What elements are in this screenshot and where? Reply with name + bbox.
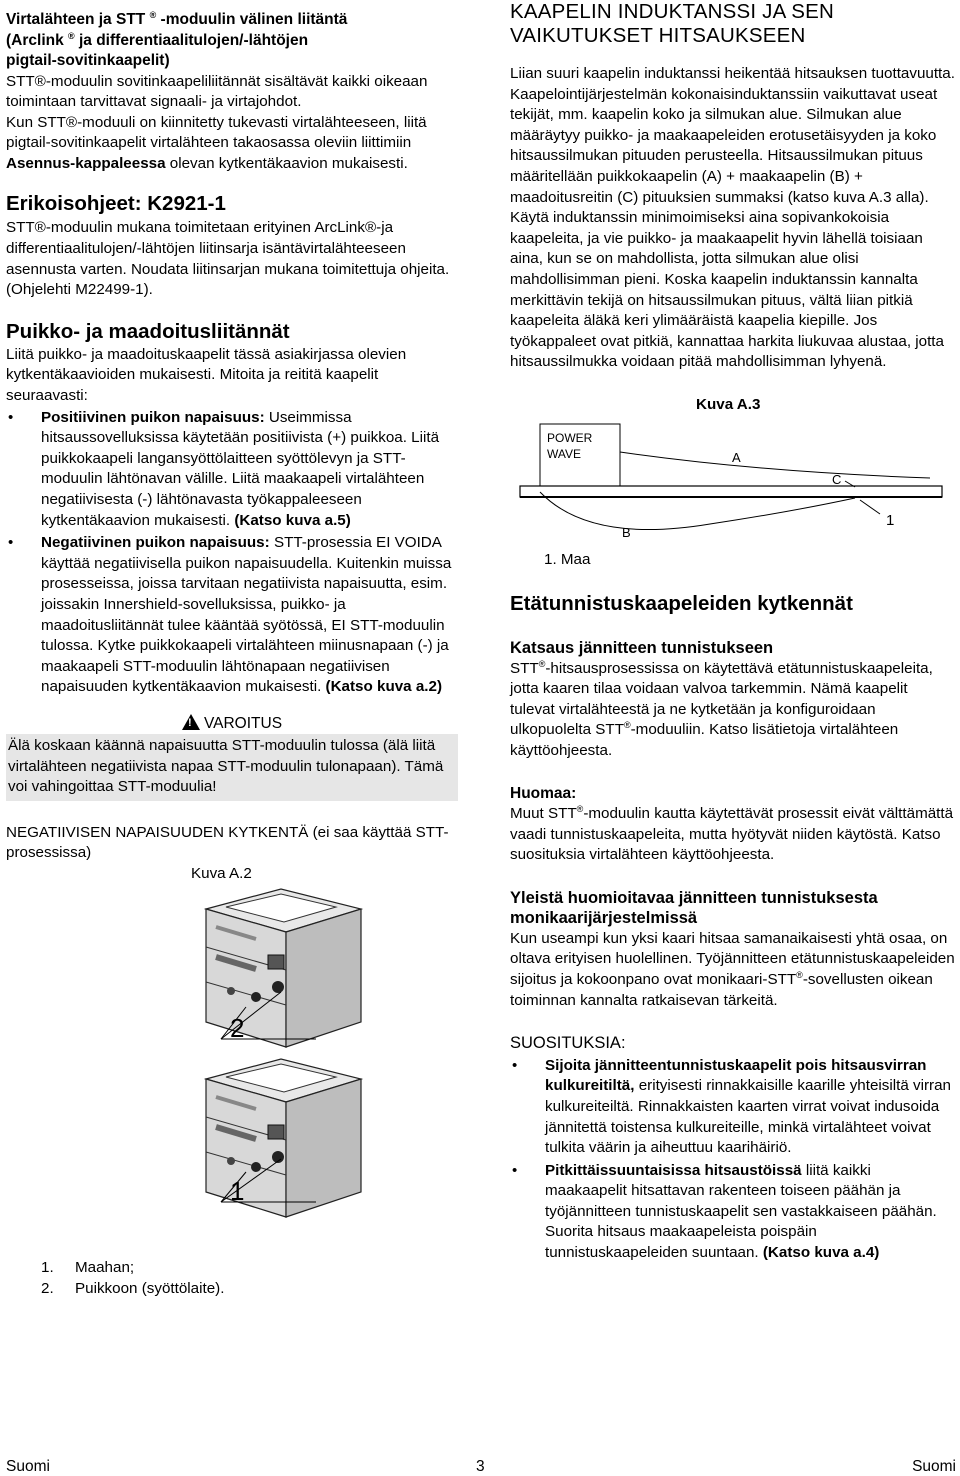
figure-a2-legend [6,1257,458,1299]
multi-arc-heading: Yleistä huomioitavaa jännitteen tunnistuksesta monikaarijärjestelmissä [510,888,878,928]
right-column [510,0,956,1264]
remote-sense-heading: Etätunnistuskaapeleiden kytkennät [510,592,853,616]
voltage-sense-overview-heading: Katsaus jännitteen tunnistukseen [510,639,774,658]
list-item: 2. Puikkoon (syöttölaite). [41,1279,225,1297]
note-heading: Huomaa: [510,784,577,802]
figure-a3-label: Kuva A.3 [696,395,761,413]
recommendations-heading: SUOSITUKSIA: [510,1034,626,1053]
multi-arc-text: Kun useampi kun yksi kaari hitsaa samanaikaisesti yhtä osaa, on oltava erityisen huolellinen. Työjännitteen etätunnistuskaapeleiden sijoitus ja kokoonpano ovat monikaari-STT®-sovellusten oikean toiminnan kannalta ratkaisevan tärkeitä. [510,929,955,1009]
list-item-recommendation-1: • Sijoita jännitteentunnistuskaapelit pois hitsausvirran kulkureitiltä, erityisesti rinnakkaisille kaarille yhteisiltä virran kulkureiteiltä. Rinnakkaisten kaarten virrat voivat indusoida jännitettä toistensa kulkureiteille, minkä virtalähteet voivat tulkita väärin ja aiheuttuu kaarihäiriö. [510,1056,956,1159]
special-instructions-text: STT®-moduulin mukana toimitetaan erityinen ArcLink®-ja differentiaalitulojen/-lähtöjen liitinsarja isäntävirtalähteeseen asennusta varten. Noudata liitinsarjan mukana toimitettuja ohjeita. (Ohjelehti M22499-1). [6,219,450,299]
polarity-list [6,408,458,698]
negative-polarity-heading: NEGATIIVISEN NAPAISUUDEN KYTKENTÄ (ei saa käyttää STT-prosessissa) [6,823,449,862]
warning-box: Älä koskaan käännä napaisuutta STT-moduulin tulossa (älä liitä virtalähteen negatiivista napaa STT-moduulin tulonapaan). Tämä voi vahingoittaa STT-moduulia! [6,734,458,801]
special-instructions-heading: Erikoisohjeet: K2921-1 [6,192,226,216]
svg-text:WAVE: WAVE [547,446,582,461]
list-item-negative-polarity: • Negatiivinen puikon napaisuus: STT-prosessia EI VOIDA käyttää negatiivisella puikon napaisuudella. Kuitenkin muissa prosesseissa, joissa tarvitaan negatiivista napaisuutta, esim. joissakin Innershield-sovelluksissa, puikko- ja maadoitusliitännät tulee kääntää syötössä, EI STT-moduulin tulossa. Kytke puikkokaapeli virtalähteen miinusnapaan (-) ja maakaapeli STT-moduulin lähtönapaan negatiivisen napaisuuden kytkentäkaavion mukaisesti. (Katso kuva a.2) [6,533,458,698]
footer-page-number: 3 [476,1458,485,1475]
pigtail-instructions: Kun STT®-moduuli on kiinnitetty tukevasti virtalähteeseen, liitä pigtail-sovitinkaapelit virtalähteen takaosassa oleviin liittimiin Asennus-kappaleessa olevan kytkentäkaavion mukaisesti. [6,113,427,172]
warning-title: !VAROITUS [6,714,458,734]
warning-triangle-icon [182,714,200,730]
figure-a2-callout-2: 2 [230,1012,245,1043]
svg-text:1: 1 [886,511,895,529]
inductance-heading: KAAPELIN INDUKTANSSI JA SEN VAIKUTUKSET HITSAUKSEEN [510,0,835,47]
svg-text:A: A [732,449,741,465]
pigtail-heading: Virtalähteen ja STT ® -moduulin välinen liitäntä (Arclink ® ja differentiaalitulojen/-lähtöjen pigtail-sovitinkaapelit) [6,9,348,69]
rod-ground-heading: Puikko- ja maadoitusliitännät [6,319,290,343]
footer-language-right: Suomi [912,1458,956,1475]
figure-a3-diagram [510,414,956,554]
left-column [6,0,458,1299]
note-text: Muut STT®-moduulin kautta käytettävät prosessit eivät välttämättä vaadi tunnistuskaapeleita, mutta hyötyvät niiden käytöstä. Katso suosituksia virtalähteen käyttöohjeesta. [510,804,954,864]
svg-text:B: B [622,524,631,540]
inductance-text: Liian suuri kaapelin induktanssi heikentää hitsauksen tuottavuutta. Kaapelointijärjestelmän kokonaisinduktanssiin vaikuttavat useat tekijät, mm. kaapelin koko ja silmukan alue. Silmukan alue määräytyy puikko- ja maakaapeleiden erotusetäisyyden ja koko hitsaussilmukan pituuden perusteella. Hitsaussilmukan pituus määritellään puikkokaapelin (A) + maakaapelin (B) + maadoitusreitin (C) pituuksien summaksi (katso kuva A.3 alla). Käytä induktanssin minimoimiseksi aina sopivankokoisia kaapeleita, ja vie puikko- ja maakaapelit hyvin lähellä toisiaan aina, kun se on mahdollista, jotta silmukan alue olisi mahdollisimman pieni. Koska kaapelin induktanssin kannalta merkittävin tekijä on hitsaussilmukan pituus, vältä liian pitkiä kaapeleita äläkä keri ylimääräistä kaapelia kiepille. Jos työkappaleet ovat pitkiä, kannattaa harkita liukuvaa alustaa, jotta hitsaussilmukka voidaan pitää mahdollisimman lyhyenä. [510,65,955,371]
recommendations-list [510,1056,956,1264]
pigtail-intro: STT®-moduulin sovitinkaapeliliitännät sisältävät kaikki oikeaan toimintaan tarvittavat signaali- ja virtajohdot. [6,72,428,111]
figure-a2-label: Kuva A.2 [191,864,252,882]
figure-a2-callout-1: 1 [230,1175,245,1206]
footer-language-left: Suomi [6,1458,50,1475]
list-item-recommendation-2: • Pitkittäissuuntaisissa hitsaustöissä liitä kaikki maakaapelit hitsattavan rakenteen toiseen päähän ja työjännitteen tunnistuskaapelit sen vastakkaiseen päähän. Suorita hitsaus maakaapeleista poispäin tunnistuskaapeleiden suuntaan. (Katso kuva a.4) [510,1161,956,1264]
list-item-positive-polarity: • Positiivinen puikon napaisuus: Useimmissa hitsaussovelluksissa käytetään positiivista (+) puikkoa. Liitä puikkokaapeli langansyöttölaitteen syöttölevyn ja STT-moduulin lähtönavan välille. Liitä maakaapeli virtalähteen negatiivisesta (-) lähtönavasta työkappaleeseen kytkentäkaavion mukaisesti. (Katso kuva a.5) [6,408,458,532]
rod-ground-text: Liitä puikko- ja maadoituskaapelit tässä asiakirjassa olevien kytkentäkaavioiden mukaisesti. Mitoita ja reititä kaapelit seuraavasti: [6,345,407,405]
figure-a3-caption: 1. Maa [544,550,591,568]
svg-text:C: C [832,471,842,487]
svg-text:POWER: POWER [547,430,593,445]
voltage-sense-overview-text: STT®-hitsausprosessissa on käytettävä etätunnistuskaapeleita, jotta kaaren tilaa voidaan valvoa tarkemmin. Nämä kaapelit tulevat virtalähteestä ja ne kytketään ja konfiguroidaan ulkopuolelta STT®-moduuliin. Katso lisätietoja virtalähteen käyttöohjeesta. [510,658,933,759]
figure-a2-illustration [186,887,506,1257]
workpiece [520,486,942,497]
list-item: 1. Maahan; [41,1258,135,1276]
